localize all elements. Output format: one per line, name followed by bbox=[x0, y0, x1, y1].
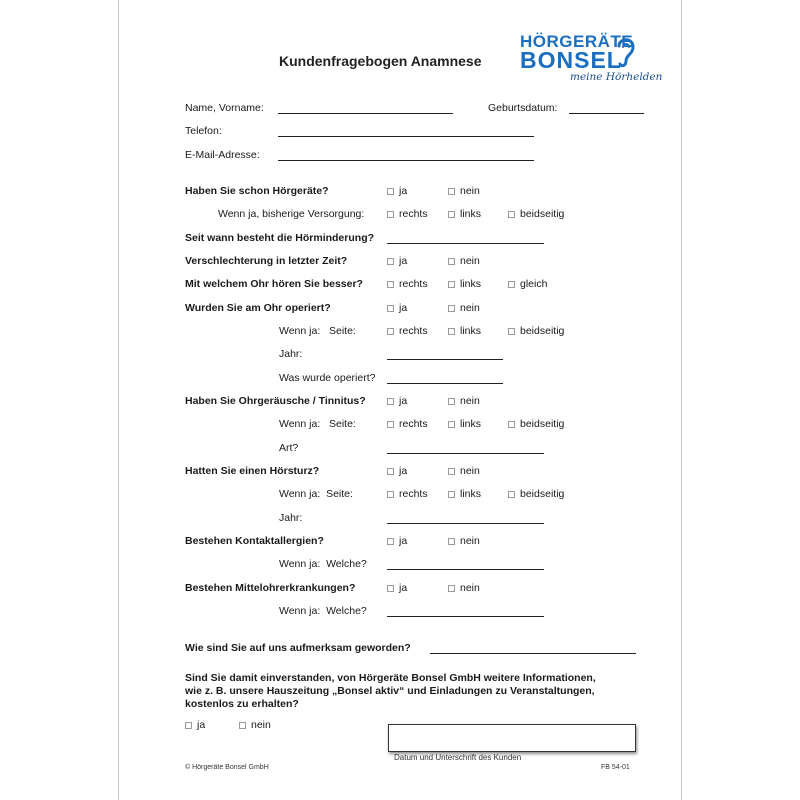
q1-sub-label: Wenn ja, bisherige Versorgung: bbox=[218, 208, 365, 220]
q8-which-field[interactable] bbox=[387, 569, 544, 570]
q5-year-field[interactable] bbox=[387, 359, 503, 360]
q6-ja-checkbox[interactable]: ja bbox=[387, 395, 407, 407]
phone-field[interactable] bbox=[278, 136, 534, 137]
consent-line3: kostenlos zu erhalten? bbox=[185, 698, 299, 710]
logo-tagline: meine Hörhelden bbox=[570, 71, 663, 83]
q1-links-checkbox[interactable]: links bbox=[448, 208, 481, 220]
q6-side-label: Wenn ja: Seite: bbox=[279, 418, 356, 430]
q5-year-label: Jahr: bbox=[279, 348, 303, 360]
question-middle-ear: Bestehen Mittelohrerkrankungen? bbox=[185, 582, 356, 594]
question-how-found: Wie sind Sie auf uns aufmerksam geworden? bbox=[185, 642, 411, 654]
ear-icon bbox=[615, 34, 637, 70]
q9-nein-checkbox[interactable]: nein bbox=[448, 582, 480, 594]
q7-year-label: Jahr: bbox=[279, 512, 303, 524]
logo-line1: HÖRGERÄTE bbox=[520, 32, 634, 51]
q5-rechts-checkbox[interactable]: rechts bbox=[387, 325, 428, 337]
q9-which-label: Wenn ja: Welche? bbox=[279, 605, 367, 617]
name-field[interactable] bbox=[278, 113, 453, 114]
q9-which-field[interactable] bbox=[387, 616, 544, 617]
q5-what-label: Was wurde operiert? bbox=[279, 372, 376, 384]
company-logo bbox=[520, 32, 663, 88]
since-when-field[interactable] bbox=[387, 243, 544, 244]
email-field[interactable] bbox=[278, 160, 534, 161]
q9-ja-checkbox[interactable]: ja bbox=[387, 582, 407, 594]
q8-ja-checkbox[interactable]: ja bbox=[387, 535, 407, 547]
q7-links-checkbox[interactable]: links bbox=[448, 488, 481, 500]
footer-form-code: FB 54-01 bbox=[601, 764, 630, 771]
birthdate-field[interactable] bbox=[569, 113, 644, 114]
birthdate-label: Geburtsdatum: bbox=[488, 102, 558, 114]
q7-beidseitig-checkbox[interactable]: beidseitig bbox=[508, 488, 564, 500]
question-worsening: Verschlechterung in letzter Zeit? bbox=[185, 255, 348, 267]
q1-rechts-checkbox[interactable]: rechts bbox=[387, 208, 428, 220]
q5-what-field[interactable] bbox=[387, 383, 503, 384]
consent-ja-checkbox[interactable]: ja bbox=[185, 719, 205, 731]
q4-links-checkbox[interactable]: links bbox=[448, 278, 481, 290]
q6-rechts-checkbox[interactable]: rechts bbox=[387, 418, 428, 430]
signature-caption: Datum und Unterschrift des Kunden bbox=[394, 753, 522, 762]
q5-nein-checkbox[interactable]: nein bbox=[448, 302, 480, 314]
question-surgery: Wurden Sie am Ohr operiert? bbox=[185, 302, 331, 314]
phone-label: Telefon: bbox=[185, 125, 222, 137]
question-sudden-hearing-loss: Hatten Sie einen Hörsturz? bbox=[185, 465, 320, 477]
consent-nein-checkbox[interactable]: nein bbox=[239, 719, 271, 731]
q4-gleich-checkbox[interactable]: gleich bbox=[508, 278, 547, 290]
q6-beidseitig-checkbox[interactable]: beidseitig bbox=[508, 418, 564, 430]
q6-kind-field[interactable] bbox=[387, 453, 544, 454]
consent-line1: Sind Sie damit einverstanden, von Hörgeräte Bonsel GmbH weitere Informationen, bbox=[185, 672, 596, 684]
question-since-when: Seit wann besteht die Hörminderung? bbox=[185, 232, 375, 244]
q5-beidseitig-checkbox[interactable]: beidseitig bbox=[508, 325, 564, 337]
q6-links-checkbox[interactable]: links bbox=[448, 418, 481, 430]
how-found-field[interactable] bbox=[430, 653, 636, 654]
question-better-ear: Mit welchem Ohr hören Sie besser? bbox=[185, 278, 363, 290]
question-tinnitus: Haben Sie Ohrgeräusche / Tinnitus? bbox=[185, 395, 366, 407]
signature-box[interactable] bbox=[388, 724, 636, 752]
question-contact-allergies: Bestehen Kontaktallergien? bbox=[185, 535, 324, 547]
question-hearing-aids: Haben Sie schon Hörgeräte? bbox=[185, 185, 329, 197]
q7-nein-checkbox[interactable]: nein bbox=[448, 465, 480, 477]
q5-side-label: Wenn ja: Seite: bbox=[279, 325, 356, 337]
footer-copyright: © Hörgeräte Bonsel GmbH bbox=[185, 764, 269, 771]
q1-nein-checkbox[interactable]: nein bbox=[448, 185, 480, 197]
logo-line2: BONSEL bbox=[520, 47, 622, 73]
q6-nein-checkbox[interactable]: nein bbox=[448, 395, 480, 407]
q3-nein-checkbox[interactable]: nein bbox=[448, 255, 480, 267]
email-label: E-Mail-Adresse: bbox=[185, 149, 260, 161]
q5-ja-checkbox[interactable]: ja bbox=[387, 302, 407, 314]
q1-beidseitig-checkbox[interactable]: beidseitig bbox=[508, 208, 564, 220]
q4-rechts-checkbox[interactable]: rechts bbox=[387, 278, 428, 290]
q7-ja-checkbox[interactable]: ja bbox=[387, 465, 407, 477]
consent-line2: wie z. B. unsere Hauszeitung „Bonsel aktiv“ und Einladungen zu Veranstaltungen, bbox=[185, 685, 595, 697]
q7-rechts-checkbox[interactable]: rechts bbox=[387, 488, 428, 500]
q1-ja-checkbox[interactable]: ja bbox=[387, 185, 407, 197]
q8-which-label: Wenn ja: Welche? bbox=[279, 558, 367, 570]
q5-links-checkbox[interactable]: links bbox=[448, 325, 481, 337]
q7-year-field[interactable] bbox=[387, 523, 544, 524]
name-label: Name, Vorname: bbox=[185, 102, 264, 114]
q6-kind-label: Art? bbox=[279, 442, 299, 454]
q8-nein-checkbox[interactable]: nein bbox=[448, 535, 480, 547]
q7-side-label: Wenn ja: Seite: bbox=[279, 488, 353, 500]
q3-ja-checkbox[interactable]: ja bbox=[387, 255, 407, 267]
page-title: Kundenfragebogen Anamnese bbox=[279, 53, 482, 69]
